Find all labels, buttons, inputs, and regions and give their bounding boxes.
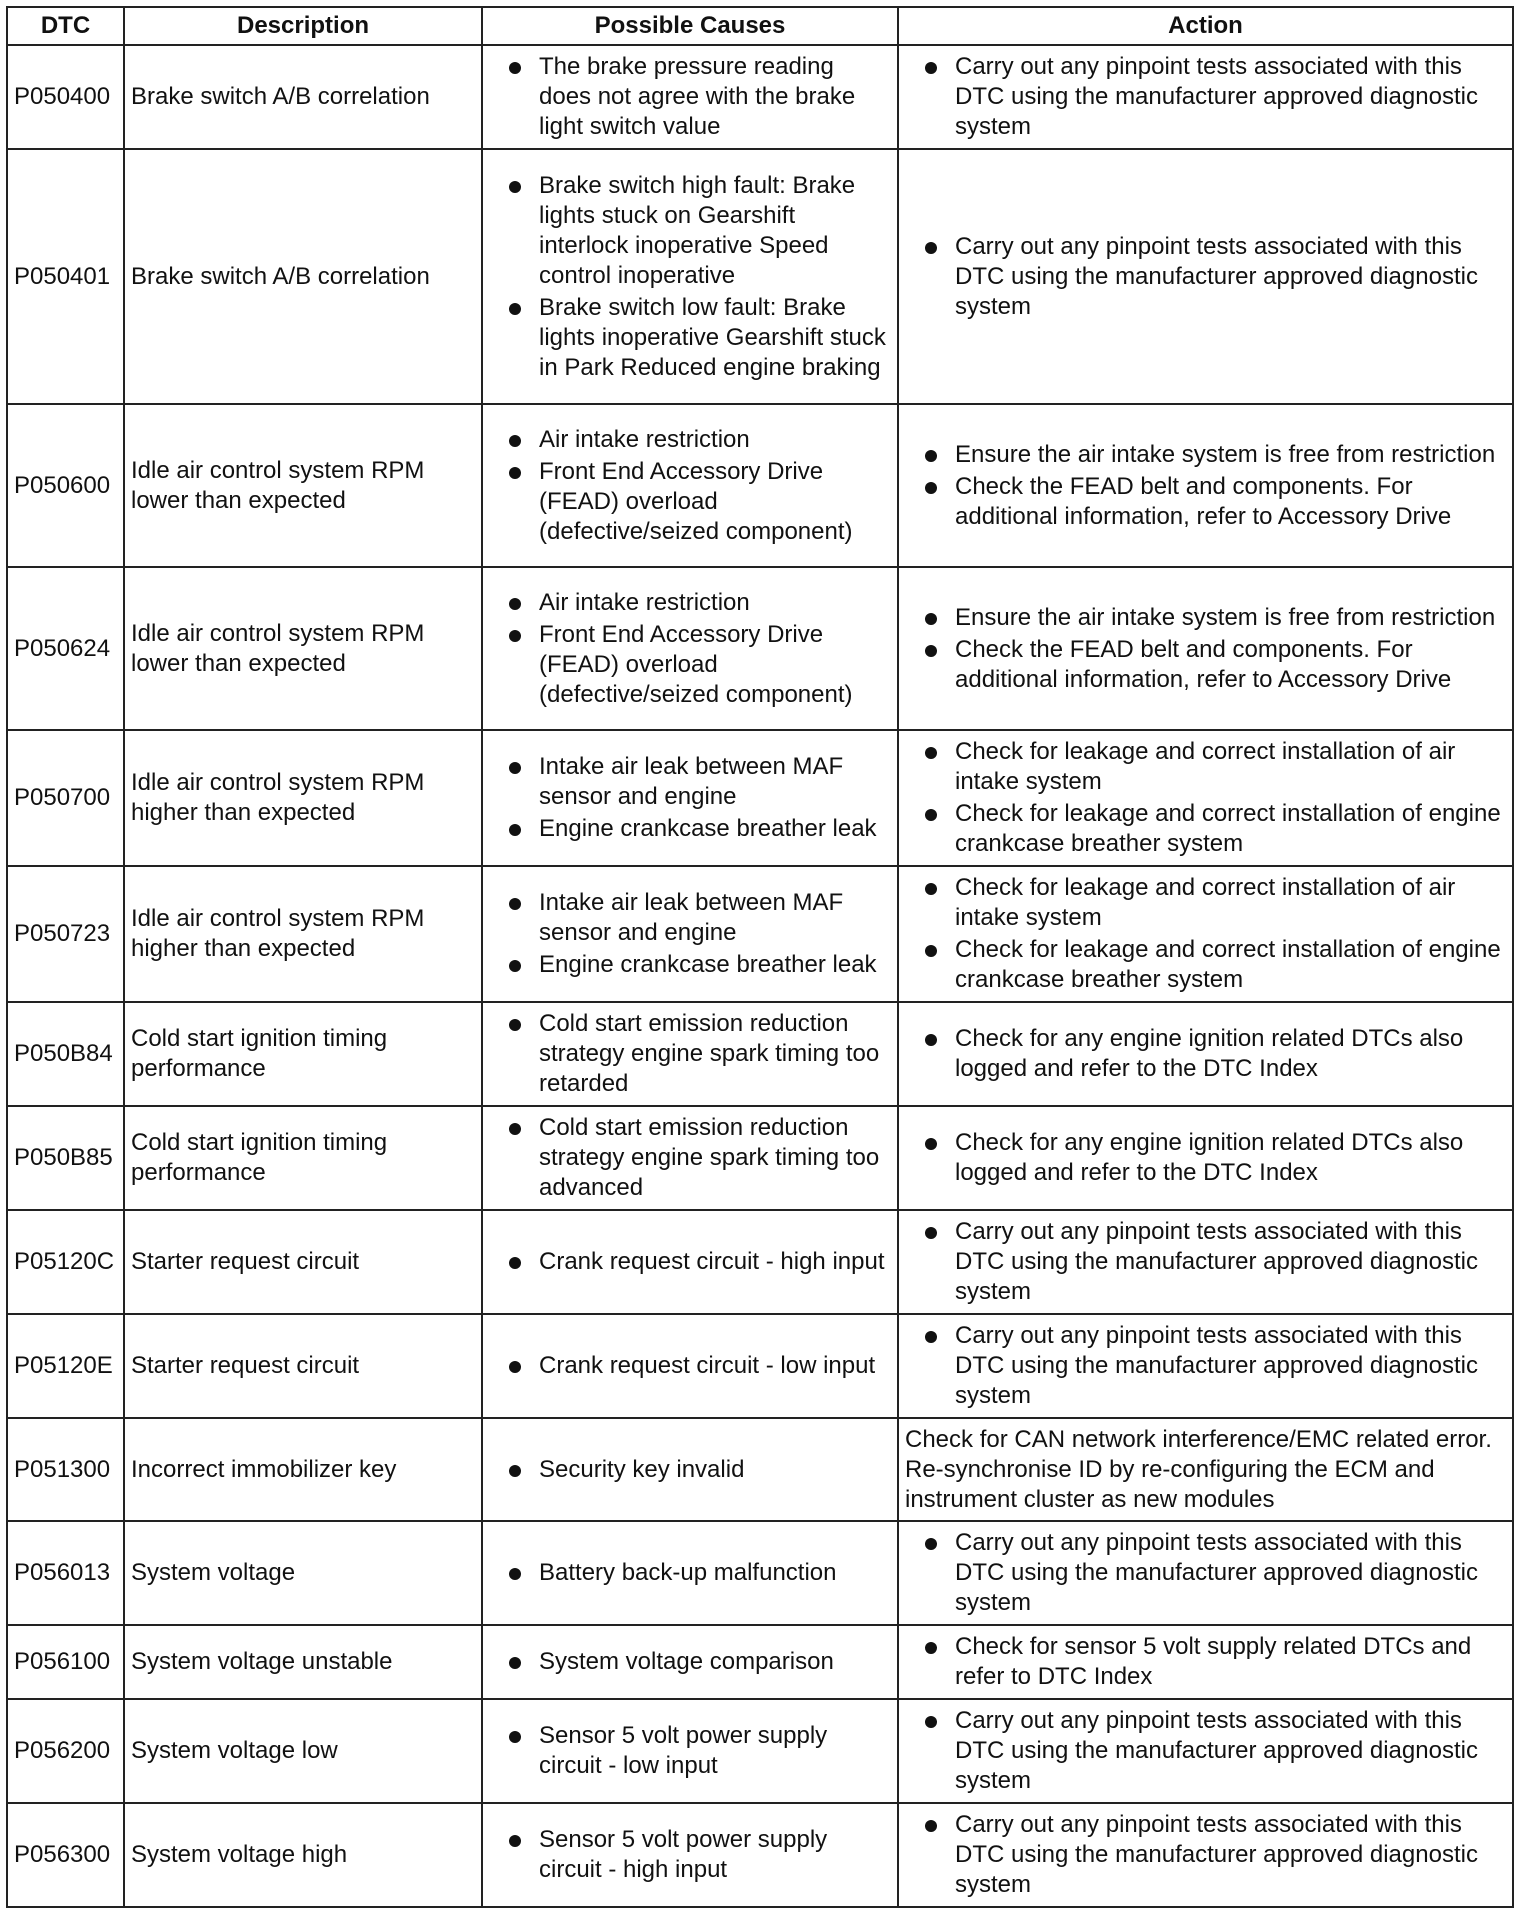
dtc-description: Brake switch A/B correlation — [124, 45, 482, 149]
action-item: Check for leakage and correct installation of engine crankcase breather system — [905, 799, 1506, 859]
cause-item: Battery back-up malfunction — [489, 1558, 891, 1588]
dtc-code: P050700 — [7, 730, 124, 866]
action-cell — [898, 567, 1513, 730]
table-row — [7, 1314, 1513, 1418]
dtc-code: P056300 — [7, 1803, 124, 1907]
action-item: Check for sensor 5 volt supply related DTCs and refer to DTC Index — [905, 1632, 1506, 1692]
cause-item: Cold start emission reduction strategy engine spark timing too retarded — [489, 1009, 891, 1099]
possible-causes-cell — [482, 866, 898, 1002]
header-action: Action — [898, 7, 1513, 45]
dtc-code: P050400 — [7, 45, 124, 149]
dtc-description: Cold start ignition timing performance — [124, 1002, 482, 1106]
action-item: Check for leakage and correct installation of engine crankcase breather system — [905, 935, 1506, 995]
dtc-description: System voltage high — [124, 1803, 482, 1907]
header-description: Description — [124, 7, 482, 45]
cause-item: System voltage comparison — [489, 1647, 891, 1677]
action-cell — [898, 1803, 1513, 1907]
cause-item: Security key invalid — [489, 1455, 891, 1485]
action-item: Ensure the air intake system is free from restriction — [905, 603, 1506, 633]
possible-causes-cell — [482, 45, 898, 149]
action-item: Check for leakage and correct installation of air intake system — [905, 873, 1506, 933]
dtc-code: P05120E — [7, 1314, 124, 1418]
dtc-description: Starter request circuit — [124, 1210, 482, 1314]
action-item: Carry out any pinpoint tests associated with this DTC using the manufacturer approved diagnostic system — [905, 232, 1506, 322]
table-row — [7, 1803, 1513, 1907]
action-cell: Check for CAN network interference/EMC related error. Re-synchronise ID by re-configuring the ECM and instrument cluster as new modules — [898, 1418, 1513, 1521]
table-row — [7, 1699, 1513, 1803]
possible-causes-cell — [482, 1210, 898, 1314]
action-cell — [898, 1314, 1513, 1418]
cause-item: Engine crankcase breather leak — [489, 814, 891, 844]
possible-causes-cell — [482, 1106, 898, 1210]
action-item: Carry out any pinpoint tests associated with this DTC using the manufacturer approved diagnostic system — [905, 1810, 1506, 1900]
dtc-description: Cold start ignition timing performance — [124, 1106, 482, 1210]
cause-item: Front End Accessory Drive (FEAD) overload (defective/seized component) — [489, 620, 891, 710]
dtc-code: P050B84 — [7, 1002, 124, 1106]
action-item: Carry out any pinpoint tests associated with this DTC using the manufacturer approved diagnostic system — [905, 52, 1506, 142]
header-possible-causes: Possible Causes — [482, 7, 898, 45]
possible-causes-cell — [482, 1418, 898, 1521]
possible-causes-cell — [482, 1699, 898, 1803]
possible-causes-cell — [482, 149, 898, 404]
table-row — [7, 730, 1513, 866]
cause-item: Crank request circuit - low input — [489, 1351, 891, 1381]
action-item: Carry out any pinpoint tests associated with this DTC using the manufacturer approved diagnostic system — [905, 1528, 1506, 1618]
action-item: Check the FEAD belt and components. For additional information, refer to Accessory Drive — [905, 635, 1506, 695]
dtc-description: System voltage unstable — [124, 1625, 482, 1699]
dtc-code: P056200 — [7, 1699, 124, 1803]
dtc-code: P050401 — [7, 149, 124, 404]
possible-causes-cell — [482, 730, 898, 866]
table-row — [7, 1521, 1513, 1625]
action-cell — [898, 1210, 1513, 1314]
cause-item: Front End Accessory Drive (FEAD) overload (defective/seized component) — [489, 457, 891, 547]
table-row — [7, 404, 1513, 567]
action-cell — [898, 866, 1513, 1002]
action-item: Carry out any pinpoint tests associated with this DTC using the manufacturer approved diagnostic system — [905, 1706, 1506, 1796]
table-row — [7, 567, 1513, 730]
dtc-code: P051300 — [7, 1418, 124, 1521]
table-row — [7, 866, 1513, 1002]
table-row — [7, 1418, 1513, 1521]
cause-item: Air intake restriction — [489, 588, 891, 618]
table-row — [7, 45, 1513, 149]
action-cell — [898, 1625, 1513, 1699]
dtc-table — [6, 6, 1514, 1908]
action-cell — [898, 45, 1513, 149]
cause-item: Cold start emission reduction strategy engine spark timing too advanced — [489, 1113, 891, 1203]
possible-causes-cell — [482, 1314, 898, 1418]
dtc-code: P050624 — [7, 567, 124, 730]
dtc-description: Idle air control system RPM higher than expected — [124, 730, 482, 866]
dtc-description: Idle air control system RPM lower than expected — [124, 404, 482, 567]
action-item: Check for any engine ignition related DTCs also logged and refer to the DTC Index — [905, 1024, 1506, 1084]
cause-item: The brake pressure reading does not agree with the brake light switch value — [489, 52, 891, 142]
cause-item: Engine crankcase breather leak — [489, 950, 891, 980]
header-dtc: DTC — [7, 7, 124, 45]
dtc-code: P050600 — [7, 404, 124, 567]
possible-causes-cell — [482, 404, 898, 567]
dtc-description: Starter request circuit — [124, 1314, 482, 1418]
action-item: Check for any engine ignition related DTCs also logged and refer to the DTC Index — [905, 1128, 1506, 1188]
dtc-description: System voltage — [124, 1521, 482, 1625]
table-row — [7, 1625, 1513, 1699]
action-item: Carry out any pinpoint tests associated with this DTC using the manufacturer approved diagnostic system — [905, 1321, 1506, 1411]
action-cell — [898, 1002, 1513, 1106]
table-row — [7, 1002, 1513, 1106]
dtc-code: P050723 — [7, 866, 124, 1002]
cause-item: Sensor 5 volt power supply circuit - low input — [489, 1721, 891, 1781]
cause-item: Brake switch high fault: Brake lights stuck on Gearshift interlock inoperative Speed control inoperative — [489, 171, 891, 291]
action-cell — [898, 1699, 1513, 1803]
possible-causes-cell — [482, 1803, 898, 1907]
cause-item: Air intake restriction — [489, 425, 891, 455]
table-row — [7, 1210, 1513, 1314]
table-row — [7, 149, 1513, 404]
action-cell — [898, 149, 1513, 404]
cause-item: Intake air leak between MAF sensor and engine — [489, 752, 891, 812]
action-item: Check for leakage and correct installation of air intake system — [905, 737, 1506, 797]
possible-causes-cell — [482, 1002, 898, 1106]
action-item: Ensure the air intake system is free from restriction — [905, 440, 1506, 470]
dtc-document — [6, 6, 1512, 1908]
cause-item: Sensor 5 volt power supply circuit - high input — [489, 1825, 891, 1885]
action-cell — [898, 1106, 1513, 1210]
dtc-code: P056013 — [7, 1521, 124, 1625]
cause-item: Crank request circuit - high input — [489, 1247, 891, 1277]
dtc-description: Brake switch A/B correlation — [124, 149, 482, 404]
dtc-description: Incorrect immobilizer key — [124, 1418, 482, 1521]
action-cell — [898, 730, 1513, 866]
dtc-code: P050B85 — [7, 1106, 124, 1210]
possible-causes-cell — [482, 1521, 898, 1625]
action-item: Check the FEAD belt and components. For additional information, refer to Accessory Drive — [905, 472, 1506, 532]
dtc-code: P056100 — [7, 1625, 124, 1699]
cause-item: Intake air leak between MAF sensor and engine — [489, 888, 891, 948]
possible-causes-cell — [482, 567, 898, 730]
dtc-description: Idle air control system RPM lower than expected — [124, 567, 482, 730]
table-header-row — [7, 7, 1513, 45]
table-row — [7, 1106, 1513, 1210]
action-cell — [898, 404, 1513, 567]
possible-causes-cell — [482, 1625, 898, 1699]
dtc-description: Idle air control system RPM higher than expected — [124, 866, 482, 1002]
action-cell — [898, 1521, 1513, 1625]
table-body — [7, 45, 1513, 1907]
action-item: Carry out any pinpoint tests associated with this DTC using the manufacturer approved diagnostic system — [905, 1217, 1506, 1307]
dtc-description: System voltage low — [124, 1699, 482, 1803]
cause-item: Brake switch low fault: Brake lights inoperative Gearshift stuck in Park Reduced engine braking — [489, 293, 891, 383]
dtc-code: P05120C — [7, 1210, 124, 1314]
